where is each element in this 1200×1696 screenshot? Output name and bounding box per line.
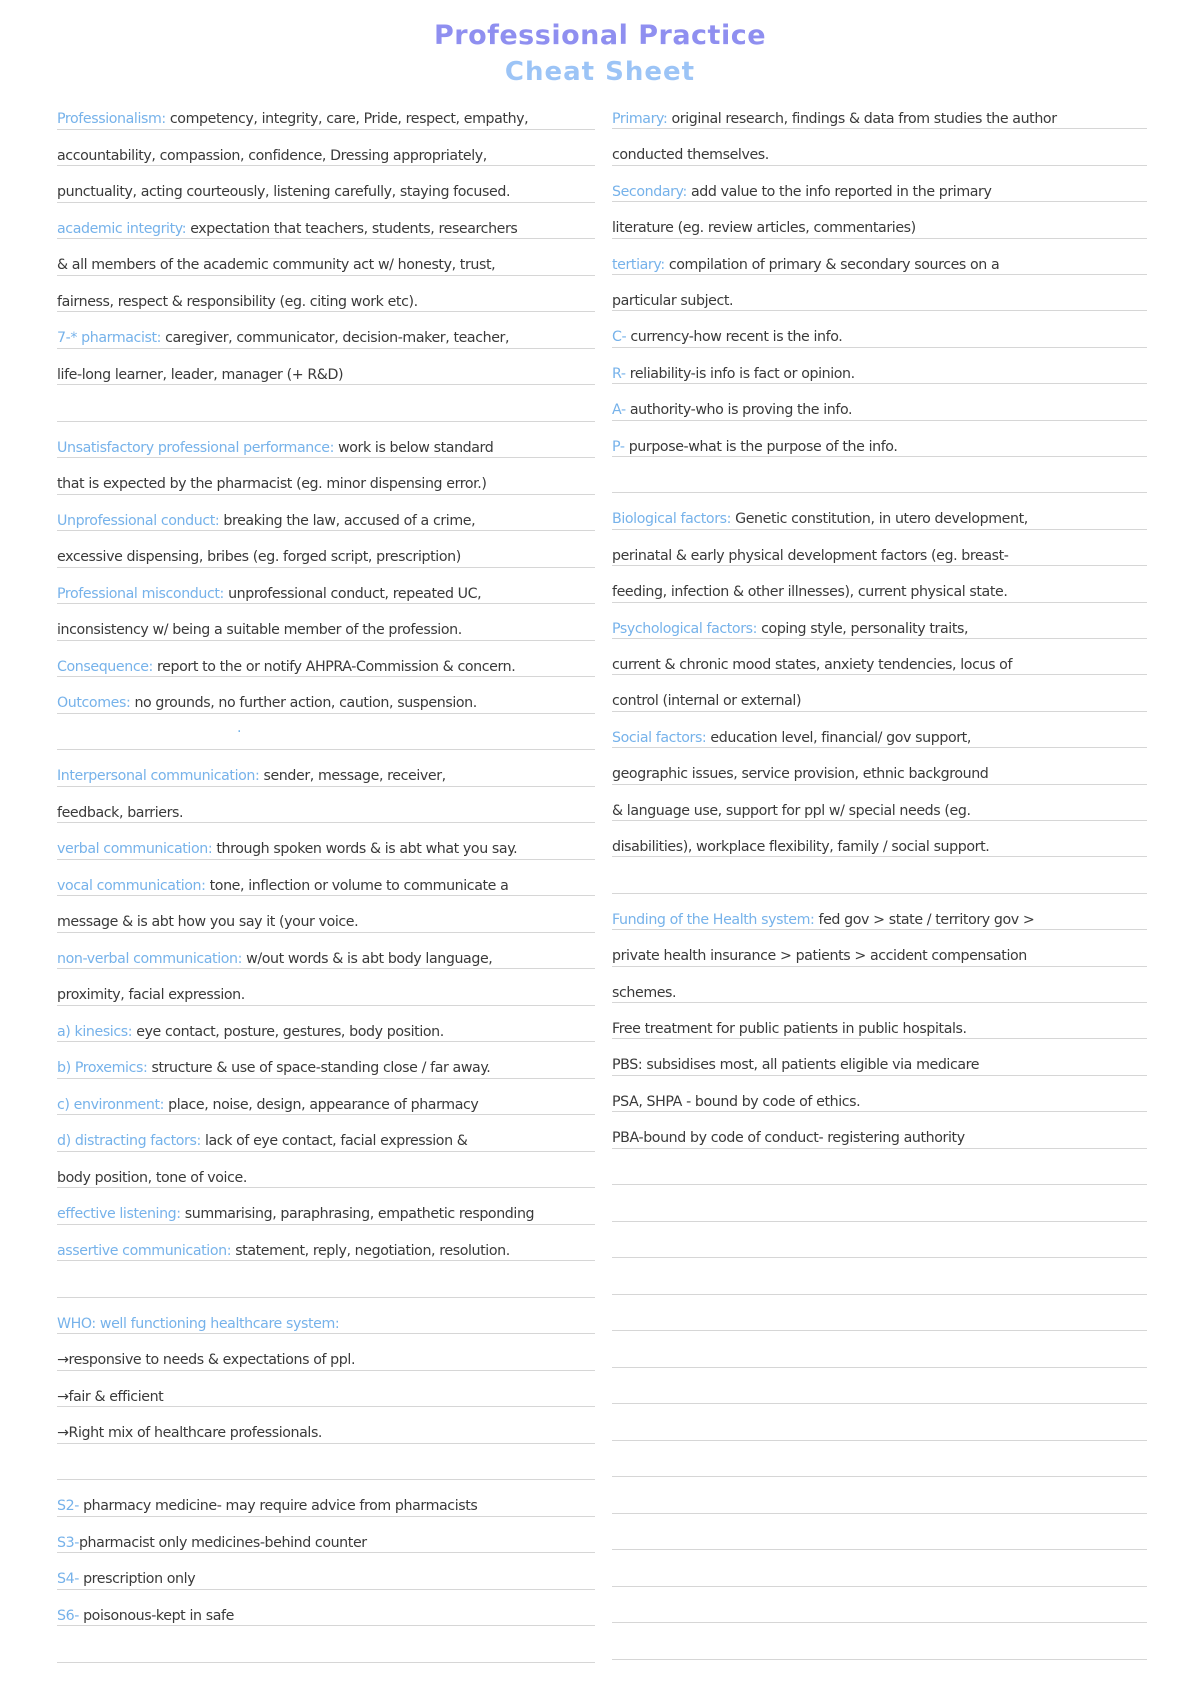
blank-line <box>57 1626 595 1663</box>
note-line: message & is abt how you say it (your voice. <box>57 896 595 933</box>
blank-line <box>612 1295 1147 1332</box>
note-line: feedback, barriers. <box>57 787 595 824</box>
term-label: verbal communication: <box>57 841 213 857</box>
term-label: a) kinesics: <box>57 1023 133 1040</box>
term-label: effective listening: <box>57 1206 181 1222</box>
term-label: Funding of the Health system: <box>612 911 815 928</box>
blank-line <box>57 1261 595 1298</box>
note-line <box>612 311 1147 347</box>
term-label: Interpersonal communication: <box>57 768 260 784</box>
note-line <box>57 1298 595 1335</box>
term-label: S2- <box>57 1498 79 1514</box>
term-label: tertiary: <box>612 256 665 273</box>
note-line <box>57 1590 595 1627</box>
note-text: reliability-is info is fact or opinion. <box>625 365 855 382</box>
term-label: Primary: <box>612 111 668 127</box>
note-line <box>57 1225 595 1262</box>
note-text: authority-who is proving the info. <box>625 402 853 419</box>
blank-line <box>612 1258 1147 1295</box>
note-text: compilation of primary & secondary sources on a <box>664 256 1000 273</box>
term-label: Secondary: <box>612 183 687 200</box>
term-label: c) environment: <box>57 1096 164 1113</box>
note-line <box>57 1079 595 1116</box>
page-title: Professional Practice <box>433 20 767 51</box>
note-line: PBS: subsidises most, all patients eligible via medicare <box>612 1039 1147 1075</box>
blank-line <box>612 857 1147 894</box>
blank-line <box>612 1441 1147 1478</box>
note-line: inconsistency w/ being a suitable member of the profession. <box>57 604 595 641</box>
note-text: structure & use of space-standing close / far away. <box>147 1060 491 1076</box>
note-line: & language use, support for ppl w/ special needs (eg. <box>612 785 1147 821</box>
note-line <box>612 603 1147 639</box>
note-line: private health insurance > patients > accident compensation <box>612 930 1147 966</box>
note-line: schemes. <box>612 967 1147 1003</box>
blank-line <box>612 457 1147 494</box>
note-line <box>612 894 1147 930</box>
term-label: S4- <box>57 1571 79 1587</box>
note-line <box>612 493 1147 529</box>
note-text: w/out words & is abt body language, <box>242 950 493 967</box>
note-line <box>57 823 595 860</box>
note-text: Genetic constitution, in utero development, <box>731 511 1028 528</box>
note-text: coping style, personality traits, <box>757 620 969 637</box>
note-line <box>57 641 595 678</box>
blank-line <box>612 1477 1147 1514</box>
note-line <box>612 93 1147 129</box>
term-label: b) Proxemics: <box>57 1060 148 1076</box>
term-label: 7-* pharmacist: <box>57 330 162 346</box>
left-column <box>57 93 595 1663</box>
note-text: tone, inflection or volume to communicate a <box>205 877 509 894</box>
note-line: life-long learner, leader, manager (+ R&D) <box>57 349 595 386</box>
note-line <box>57 568 595 605</box>
term-label: Outcomes: <box>57 695 131 711</box>
note-text: caregiver, communicator, decision-maker, teacher, <box>161 330 510 346</box>
term-label: non-verbal communication: <box>57 950 243 967</box>
note-text: report to the or notify AHPRA-Commission & concern. <box>152 658 516 675</box>
note-line: control (internal or external) <box>612 675 1147 711</box>
note-line <box>57 312 595 349</box>
term-label: R- <box>612 365 626 382</box>
note-text: eye contact, posture, gestures, body position. <box>132 1023 444 1040</box>
note-line <box>612 239 1147 275</box>
term-label: Social factors: <box>612 729 707 746</box>
note-text: fed gov > state / territory gov > <box>814 911 1035 928</box>
note-line: Free treatment for public patients in public hospitals. <box>612 1003 1147 1039</box>
term-label: academic integrity: <box>57 220 187 237</box>
note-line <box>57 203 595 240</box>
blank-line <box>612 1587 1147 1624</box>
note-text: purpose-what is the purpose of the info. <box>624 438 898 455</box>
term-label: P- <box>612 438 625 455</box>
note-line: geographic issues, service provision, ethnic background <box>612 748 1147 784</box>
note-text: add value to the info reported in the primary <box>686 183 992 200</box>
note-text: prescription only <box>78 1571 196 1587</box>
term-label: S6- <box>57 1607 79 1624</box>
title-block <box>0 18 1200 90</box>
note-line <box>612 166 1147 202</box>
note-text: summarising, paraphrasing, empathetic responding <box>180 1206 535 1222</box>
note-line: feeding, infection & other illnesses), current physical state. <box>612 566 1147 602</box>
term-label: S3- <box>57 1534 79 1551</box>
term-label: d) distracting factors: <box>57 1133 201 1149</box>
term-label: A- <box>612 402 626 419</box>
note-line: accountability, compassion, confidence, Dressing appropriately, <box>57 130 595 167</box>
note-text: work is below standard <box>333 439 494 456</box>
note-text: lack of eye contact, facial expression & <box>200 1133 468 1149</box>
note-line <box>57 933 595 970</box>
blank-line <box>612 1331 1147 1368</box>
stray-mark: . <box>237 719 242 736</box>
note-line <box>57 1188 595 1225</box>
note-line <box>57 93 595 130</box>
note-line: conducted themselves. <box>612 129 1147 165</box>
note-line <box>57 1517 595 1554</box>
note-line: proximity, facial expression. <box>57 969 595 1006</box>
term-label: WHO: well functioning healthcare system: <box>57 1315 340 1332</box>
note-line <box>57 677 595 714</box>
term-label: vocal communication: <box>57 877 206 894</box>
note-text: breaking the law, accused of a crime, <box>219 512 476 529</box>
blank-line <box>57 1444 595 1481</box>
blank-line <box>612 1185 1147 1222</box>
note-line: →responsive to needs & expectations of ppl. <box>57 1334 595 1371</box>
note-text: statement, reply, negotiation, resolution. <box>231 1242 510 1259</box>
term-label: Professional misconduct: <box>57 585 224 602</box>
note-line <box>57 1042 595 1079</box>
blank-line <box>612 1514 1147 1551</box>
term-label: Unsatisfactory professional performance: <box>57 439 334 456</box>
note-text: through spoken words & is abt what you say. <box>212 841 518 857</box>
note-line: excessive dispensing, bribes (eg. forged script, prescription) <box>57 531 595 568</box>
note-text: education level, financial/ gov support, <box>706 729 971 746</box>
note-line: →fair & efficient <box>57 1371 595 1408</box>
note-line: body position, tone of voice. <box>57 1152 595 1189</box>
note-text: original research, findings & data from studies the author <box>667 111 1057 127</box>
note-line <box>57 714 595 751</box>
blank-line <box>612 1368 1147 1405</box>
note-line: current & chronic mood states, anxiety tendencies, locus of <box>612 639 1147 675</box>
note-text: poisonous-kept in safe <box>78 1607 234 1624</box>
note-text: currency-how recent is the info. <box>626 329 843 346</box>
blank-line <box>612 1623 1147 1660</box>
note-line <box>612 712 1147 748</box>
term-label: Biological factors: <box>612 511 732 528</box>
note-line: that is expected by the pharmacist (eg. minor dispensing error.) <box>57 458 595 495</box>
note-line <box>57 750 595 787</box>
note-line <box>57 422 595 459</box>
page-subtitle: Cheat Sheet <box>504 57 696 87</box>
blank-line <box>612 1222 1147 1259</box>
right-column <box>612 93 1147 1660</box>
note-line <box>612 384 1147 420</box>
term-label: Unprofessional conduct: <box>57 512 220 529</box>
term-label: C- <box>612 329 627 346</box>
note-text: place, noise, design, appearance of pharmacy <box>163 1096 479 1113</box>
note-line: literature (eg. review articles, commentaries) <box>612 202 1147 238</box>
note-line: →Right mix of healthcare professionals. <box>57 1407 595 1444</box>
note-line: disabilities), workplace flexibility, family / social support. <box>612 821 1147 857</box>
note-line: particular subject. <box>612 275 1147 311</box>
note-line <box>612 348 1147 384</box>
note-line <box>612 421 1147 457</box>
note-text: unprofessional conduct, repeated UC, <box>223 585 482 602</box>
note-text: pharmacist only medicines-behind counter <box>78 1534 367 1551</box>
note-line <box>57 1553 595 1590</box>
note-line <box>57 860 595 897</box>
note-line: fairness, respect & responsibility (eg. citing work etc). <box>57 276 595 313</box>
note-text: no grounds, no further action, caution, suspension. <box>130 695 477 711</box>
blank-line <box>612 1149 1147 1186</box>
note-line: perinatal & early physical development factors (eg. breast- <box>612 530 1147 566</box>
term-label: Consequence: <box>57 658 153 675</box>
note-text: sender, message, receiver, <box>259 768 446 784</box>
note-line <box>57 1115 595 1152</box>
blank-line <box>57 385 595 422</box>
term-label: assertive communication: <box>57 1242 232 1259</box>
note-line: PBA-bound by code of conduct- registering authority <box>612 1112 1147 1148</box>
note-line <box>57 495 595 532</box>
note-line <box>57 1480 595 1517</box>
note-text: pharmacy medicine- may require advice from pharmacists <box>78 1498 478 1514</box>
note-line: PSA, SHPA - bound by code of ethics. <box>612 1076 1147 1112</box>
note-text: expectation that teachers, students, researchers <box>186 220 518 237</box>
blank-line <box>612 1404 1147 1441</box>
note-line <box>57 1006 595 1043</box>
note-line: & all members of the academic community act w/ honesty, trust, <box>57 239 595 276</box>
blank-line <box>612 1550 1147 1587</box>
note-text: competency, integrity, care, Pride, respect, empathy, <box>165 111 529 127</box>
note-line: punctuality, acting courteously, listening carefully, staying focused. <box>57 166 595 203</box>
term-label: Professionalism: <box>57 111 166 127</box>
term-label: Psychological factors: <box>612 620 758 637</box>
